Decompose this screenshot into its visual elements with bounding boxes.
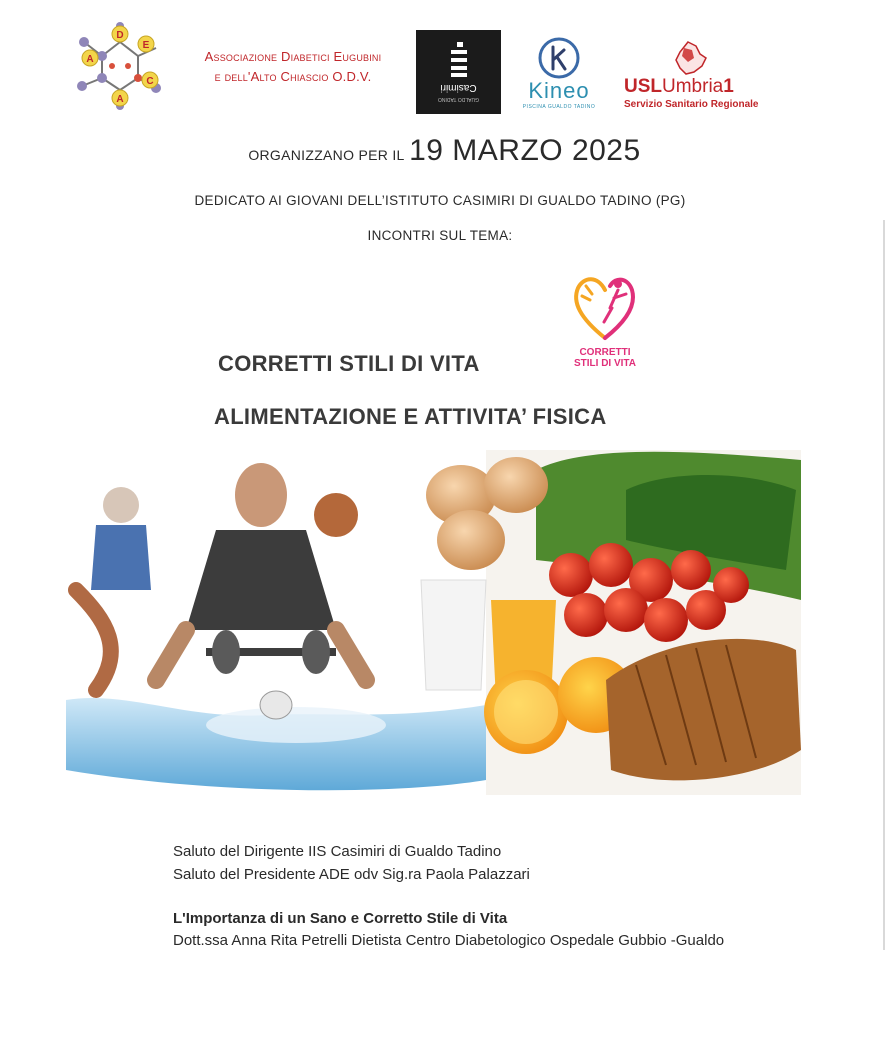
usl-subtitle: Servizio Sanitario Regionale [624, 99, 759, 110]
organizzano-label: ORGANIZZANO PER IL [248, 147, 405, 163]
usl-name-bold: USL [624, 76, 662, 97]
ade-name-line2: e dell'Alto Chiascio O.D.V. [214, 69, 372, 84]
badge-line1: CORRETTI [579, 347, 631, 358]
badge-line2: STILI DI VITA [573, 358, 637, 369]
incontri-line: INCONTRI SUL TEMA: [367, 228, 513, 243]
scan-edge-divider [883, 220, 885, 950]
milk-glass-shape [421, 580, 486, 690]
event-date: 19 MARZO 2025 [409, 134, 641, 167]
umbria-region-map-icon [670, 40, 710, 76]
kineo-k-circle-icon [537, 36, 581, 80]
athlete-head-shape [235, 463, 287, 527]
program-talk-title: L'Importanza di un Sano e Corretto Stile di Vita [173, 910, 508, 927]
sport-food-collage-image [66, 450, 801, 795]
ade-letter: C [146, 76, 154, 87]
corretti-stili-badge [565, 268, 645, 372]
ade-molecule-logo [72, 20, 164, 112]
theme-title: CORRETTI STILI DI VITA [218, 351, 480, 376]
ade-association-name [168, 47, 418, 87]
ade-letter: A [116, 94, 124, 105]
usl-name-num: 1 [723, 76, 734, 97]
kineo-logo [514, 36, 604, 118]
dedicated-line: DEDICATO AI GIOVANI DELL’ISTITUTO CASIMIRI DI GUALDO TADINO (PG) [194, 193, 686, 208]
usl-umbria-logo [622, 40, 762, 116]
ade-name-line1: Associazione Diabetici Eugubini [204, 49, 382, 64]
kineo-subtitle: PISCINA GUALDO TADINO [522, 104, 596, 110]
casimiri-logo [416, 30, 501, 114]
kineo-name: Kineo [528, 78, 590, 103]
theme-subtitle: ALIMENTAZIONE E ATTIVITA’ FISICA [214, 404, 607, 429]
program-greeting-dirigente: Saluto del Dirigente IIS Casimiri di Gualdo Tadino [173, 843, 502, 860]
organizer-date-line [0, 134, 889, 168]
program-talk-speaker: Dott.ssa Anna Rita Petrelli Dietista Centro Diabetologico Ospedale Gubbio -Gualdo [173, 932, 725, 949]
ade-letter: A [86, 54, 94, 65]
program-greeting-presidente: Saluto del Presidente ADE odv Sig.ra Paola Palazzari [173, 866, 530, 883]
usl-name [624, 76, 734, 98]
ade-letter: D [116, 30, 124, 41]
usl-name-rest: Umbria [662, 76, 724, 97]
casimiri-subtitle: GUALDO TADINO [438, 96, 479, 102]
casimiri-mark-icon [447, 42, 471, 78]
casimiri-name: Casimiri [440, 82, 477, 93]
ade-letter: E [142, 40, 150, 51]
heart-figure-icon [570, 268, 640, 342]
